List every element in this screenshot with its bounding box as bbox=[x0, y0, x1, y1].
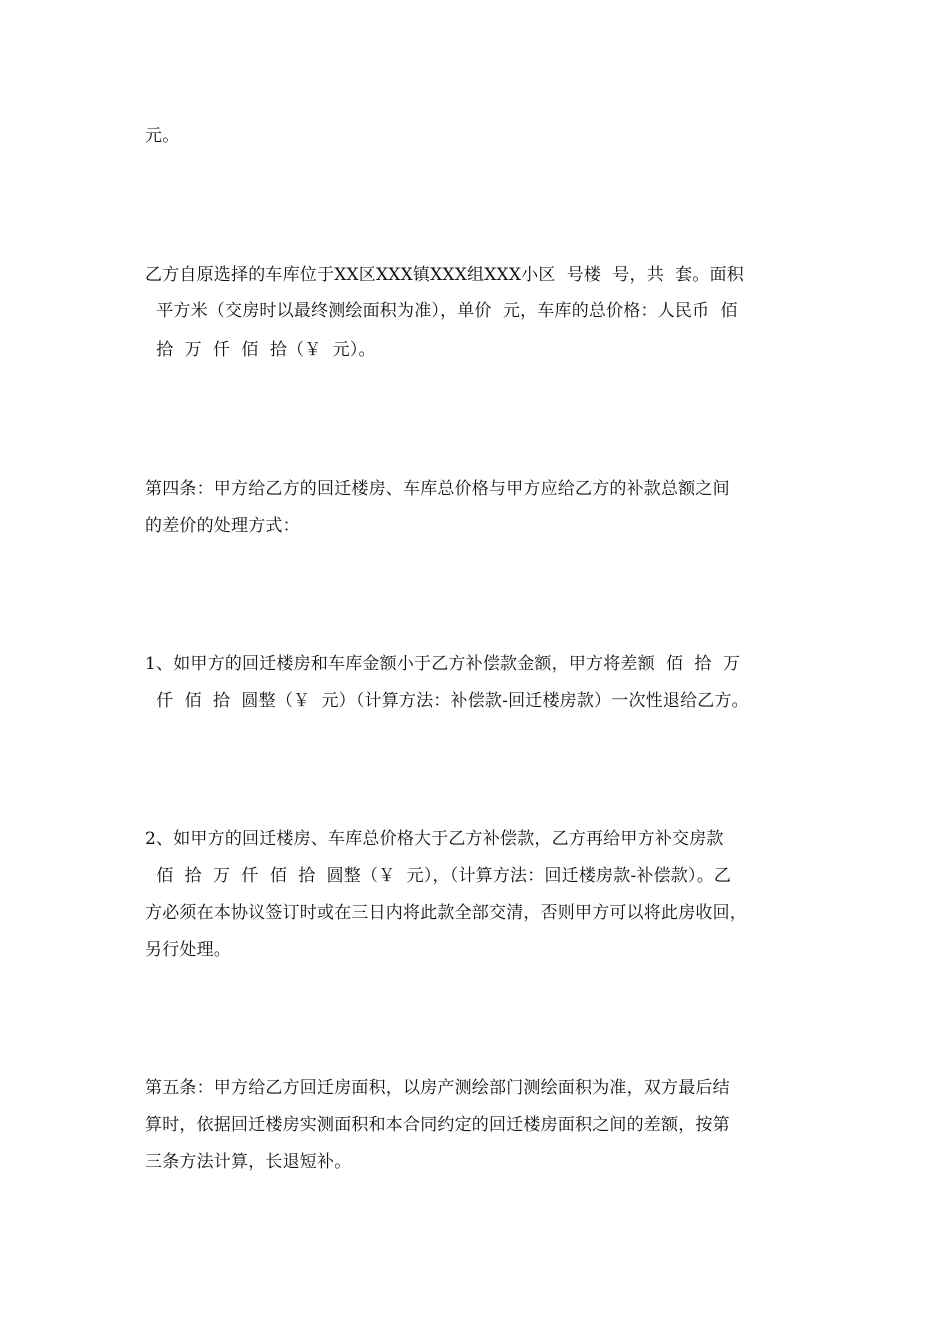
paragraph-garage-line-2: 平方米（交房时以最终测绘面积为准），单价 元，车库的总价格：人民币 佰 bbox=[145, 301, 738, 321]
article-5-line-2: 算时，依据回迁楼房实测面积和本合同约定的回迁楼房面积之间的差额，按第 bbox=[145, 1115, 730, 1135]
item-1-line-1: 1、如甲方的回迁楼房和车库金额小于乙方补偿款金额，甲方将差额 佰 拾 万 bbox=[145, 654, 741, 674]
item-2-line-1: 2、如甲方的回迁楼房、车库总价格大于乙方补偿款，乙方再给甲方补交房款 bbox=[145, 829, 724, 849]
item-2-line-2: 佰 拾 万 仟 佰 拾 圆整（￥ 元），（计算方法：回迁楼房款-补偿款）。乙 bbox=[145, 866, 732, 886]
item-2-line-4: 另行处理。 bbox=[145, 940, 231, 960]
article-5-line-3: 三条方法计算，长退短补。 bbox=[145, 1152, 352, 1172]
item-2-line-3: 方必须在本协议签订时或在三日内将此款全部交清，否则甲方可以将此房收回， bbox=[145, 903, 747, 923]
article-5-line-1: 第五条：甲方给乙方回迁房面积，以房产测绘部门测绘面积为准，双方最后结 bbox=[145, 1078, 730, 1098]
item-1-line-2: 仟 佰 拾 圆整（￥ 元）（计算方法：补偿款-回迁楼房款）一次性退给乙方。 bbox=[145, 691, 749, 711]
article-4-line-1: 第四条：甲方给乙方的回迁楼房、车库总价格与甲方应给乙方的补款总额之间 bbox=[145, 479, 730, 499]
article-4-line-2: 的差价的处理方式： bbox=[145, 516, 300, 536]
paragraph-tail-line-1: 元。 bbox=[145, 126, 180, 146]
paragraph-garage-line-3: 拾 万 仟 佰 拾（￥ 元）。 bbox=[145, 340, 376, 360]
paragraph-garage-line-1: 乙方自原选择的车库位于XX区XXX镇XXX组XXX小区 号楼 号，共 套。面积 bbox=[145, 265, 744, 285]
